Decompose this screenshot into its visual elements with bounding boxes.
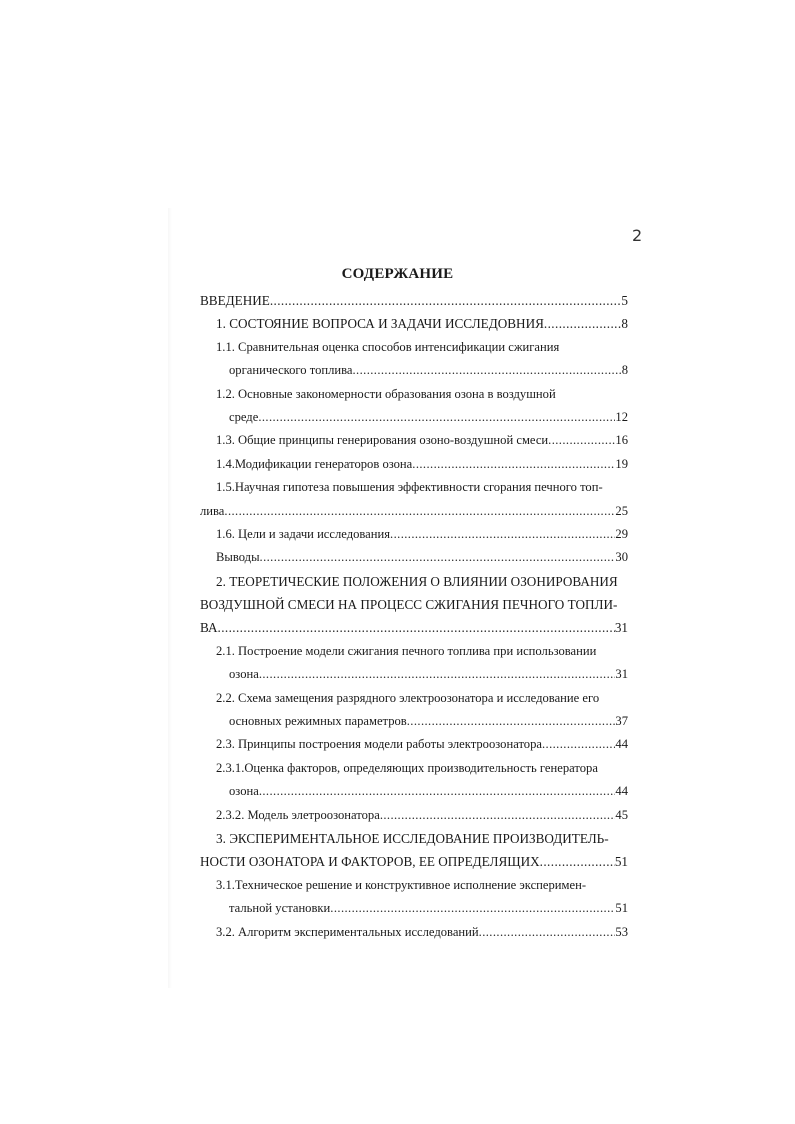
toc-entry-1-4[interactable] [200, 453, 628, 476]
toc-entry-1-1-cont[interactable] [200, 359, 628, 382]
leader-dots [224, 500, 615, 523]
toc-entry-page: 19 [615, 456, 628, 471]
toc-entry-3-1-cont[interactable] [200, 897, 628, 920]
toc-entry-2-3[interactable] [200, 733, 628, 756]
toc-entry-page: 37 [615, 714, 628, 729]
toc-entry-text: 3.2. Алгоритм экспериментальных исследований [216, 924, 479, 939]
toc-entry-2-2[interactable] [200, 687, 628, 710]
toc-entry-page: 12 [615, 409, 628, 424]
toc-entry-page: 53 [615, 924, 628, 939]
toc-entry-text: НОСТИ ОЗОНАТОРА И ФАКТОРОВ, ЕЕ ОПРЕДЕЛЯЩИХ [200, 854, 540, 870]
leader-dots [380, 804, 616, 827]
toc-entry-text: 1.1. Сравнительная оценка способов интенсификации сжигания [216, 339, 560, 354]
toc-entry-page: 30 [615, 550, 628, 565]
leader-dots [407, 710, 616, 733]
toc-entry-1-1[interactable] [200, 336, 628, 359]
toc-entry-1-2[interactable] [200, 383, 628, 406]
toc-entry-page: 31 [615, 667, 628, 682]
leader-dots [258, 406, 615, 429]
toc-entry-text: 1.4.Модификации генераторов озона [216, 456, 413, 471]
scan-shadow [168, 208, 172, 988]
toc-entry-page: 16 [615, 433, 628, 448]
toc-entry-page: 51 [614, 854, 628, 870]
leader-dots [270, 289, 622, 312]
leader-dots [412, 453, 615, 476]
toc-entry-introduction[interactable] [200, 289, 628, 312]
toc-entry-text: ВА [200, 620, 218, 636]
toc-entry-chapter-2[interactable] [200, 570, 628, 593]
toc-entry-1-5-cont[interactable] [200, 500, 628, 523]
toc-entry-text: 2.1. Построение модели сжигания печного топлива при использовании [216, 643, 597, 658]
toc-entry-text: 1. СОСТОЯНИЕ ВОПРОСА И ЗАДАЧИ ИССЛЕДОВНИЯ [216, 316, 544, 332]
toc-entry-text: 1.3. Общие принципы генерирования озоно-воздушной смеси [216, 433, 549, 448]
toc-entry-page: 8 [621, 316, 628, 332]
toc-entry-text: 2. ТЕОРЕТИЧЕСКИЕ ПОЛОЖЕНИЯ О ВЛИЯНИИ ОЗОНИРОВАНИЯ [216, 573, 618, 589]
toc-entry-conclusions-1[interactable] [200, 546, 628, 569]
toc-entry-page: 29 [615, 526, 628, 541]
toc-entry-text: основных режимных параметров [229, 714, 407, 729]
toc-entry-text: среде [229, 409, 259, 424]
toc-entry-2-1-cont[interactable] [200, 663, 628, 686]
toc-entry-2-3-1-cont[interactable] [200, 780, 628, 803]
toc-entry-2-1[interactable] [200, 640, 628, 663]
toc-entry-page: 8 [621, 363, 628, 378]
toc-entry-2-3-2[interactable] [200, 804, 628, 827]
leader-dots [259, 663, 616, 686]
toc-entry-text: озона [229, 784, 259, 799]
leader-dots [548, 429, 615, 452]
leader-dots [260, 546, 616, 569]
leader-dots [390, 523, 615, 546]
toc-entry-text: ВОЗДУШНОЙ СМЕСИ НА ПРОЦЕСС СЖИГАНИЯ ПЕЧНОГО ТОПЛИ- [200, 597, 618, 613]
toc-entry-page: 44 [615, 737, 628, 752]
toc-entry-chapter-2-cont2[interactable] [200, 616, 628, 639]
toc-entry-1-5[interactable] [200, 476, 628, 499]
toc-entry-text: 3. ЭКСПЕРИМЕНТАЛЬНОЕ ИССЛЕДОВАНИЕ ПРОИЗВОДИТЕЛЬ- [216, 830, 609, 846]
toc-entry-text: 2.2. Схема замещения разрядного электроозонатора и исследование его [216, 690, 600, 705]
toc-entry-3-2[interactable] [200, 921, 628, 944]
leader-dots [353, 359, 622, 382]
toc-entry-chapter-3-cont[interactable] [200, 850, 628, 873]
toc-entry-text: 1.2. Основные закономерности образования озона в воздушной [216, 386, 556, 401]
toc-entry-page: 44 [615, 784, 628, 799]
toc-entry-chapter-2-cont[interactable] [200, 593, 628, 616]
toc-entry-chapter-3[interactable] [200, 827, 628, 850]
toc-entry-text: 2.3.2. Модель элетроозонатора [216, 807, 380, 822]
leader-dots [218, 616, 615, 639]
leader-dots [542, 733, 615, 756]
toc-entry-text: лива [200, 503, 225, 518]
leader-dots [540, 850, 615, 873]
toc-entry-text: ВВЕДЕНИЕ [200, 293, 270, 308]
toc-entry-chapter-1[interactable] [200, 312, 628, 335]
toc-entry-text: 3.1.Техническое решение и конструктивное исполнение эксперимен- [216, 877, 587, 892]
toc-entry-2-2-cont[interactable] [200, 710, 628, 733]
leader-dots [479, 921, 616, 944]
toc-entry-1-6[interactable] [200, 523, 628, 546]
toc-entry-1-2-cont[interactable] [200, 406, 628, 429]
toc-entry-1-3[interactable] [200, 429, 628, 452]
toc-entry-text: 2.3. Принципы построения модели работы электроозонатора [216, 737, 542, 752]
toc-entry-text: Выводы [216, 550, 260, 565]
leader-dots [330, 897, 615, 920]
toc-entry-page: 25 [615, 503, 628, 518]
toc-entry-page: 5 [621, 293, 628, 308]
leader-dots [259, 780, 616, 803]
toc-entry-text: 2.3.1.Оценка факторов, определяющих производительность генератора [216, 760, 598, 775]
toc-entry-3-1[interactable] [200, 874, 628, 897]
toc-entry-page: 31 [614, 620, 628, 636]
toc-title: СОДЕРЖАНИЕ [341, 266, 454, 282]
page-number: 2 [632, 226, 643, 245]
leader-dots [544, 312, 622, 335]
toc-entry-text: озона [229, 667, 259, 682]
toc-entry-text: 1.5.Научная гипотеза повышения эффективности сгорания печного топ- [216, 480, 603, 495]
toc-entry-text: тальной установки [229, 901, 331, 916]
toc-entry-page: 45 [615, 807, 628, 822]
toc-entry-text: 1.6. Цели и задачи исследования [216, 526, 391, 541]
table-of-contents [200, 289, 628, 944]
toc-entry-page: 51 [615, 901, 628, 916]
toc-entry-text: органического топлива [229, 363, 353, 378]
toc-entry-2-3-1[interactable] [200, 757, 628, 780]
